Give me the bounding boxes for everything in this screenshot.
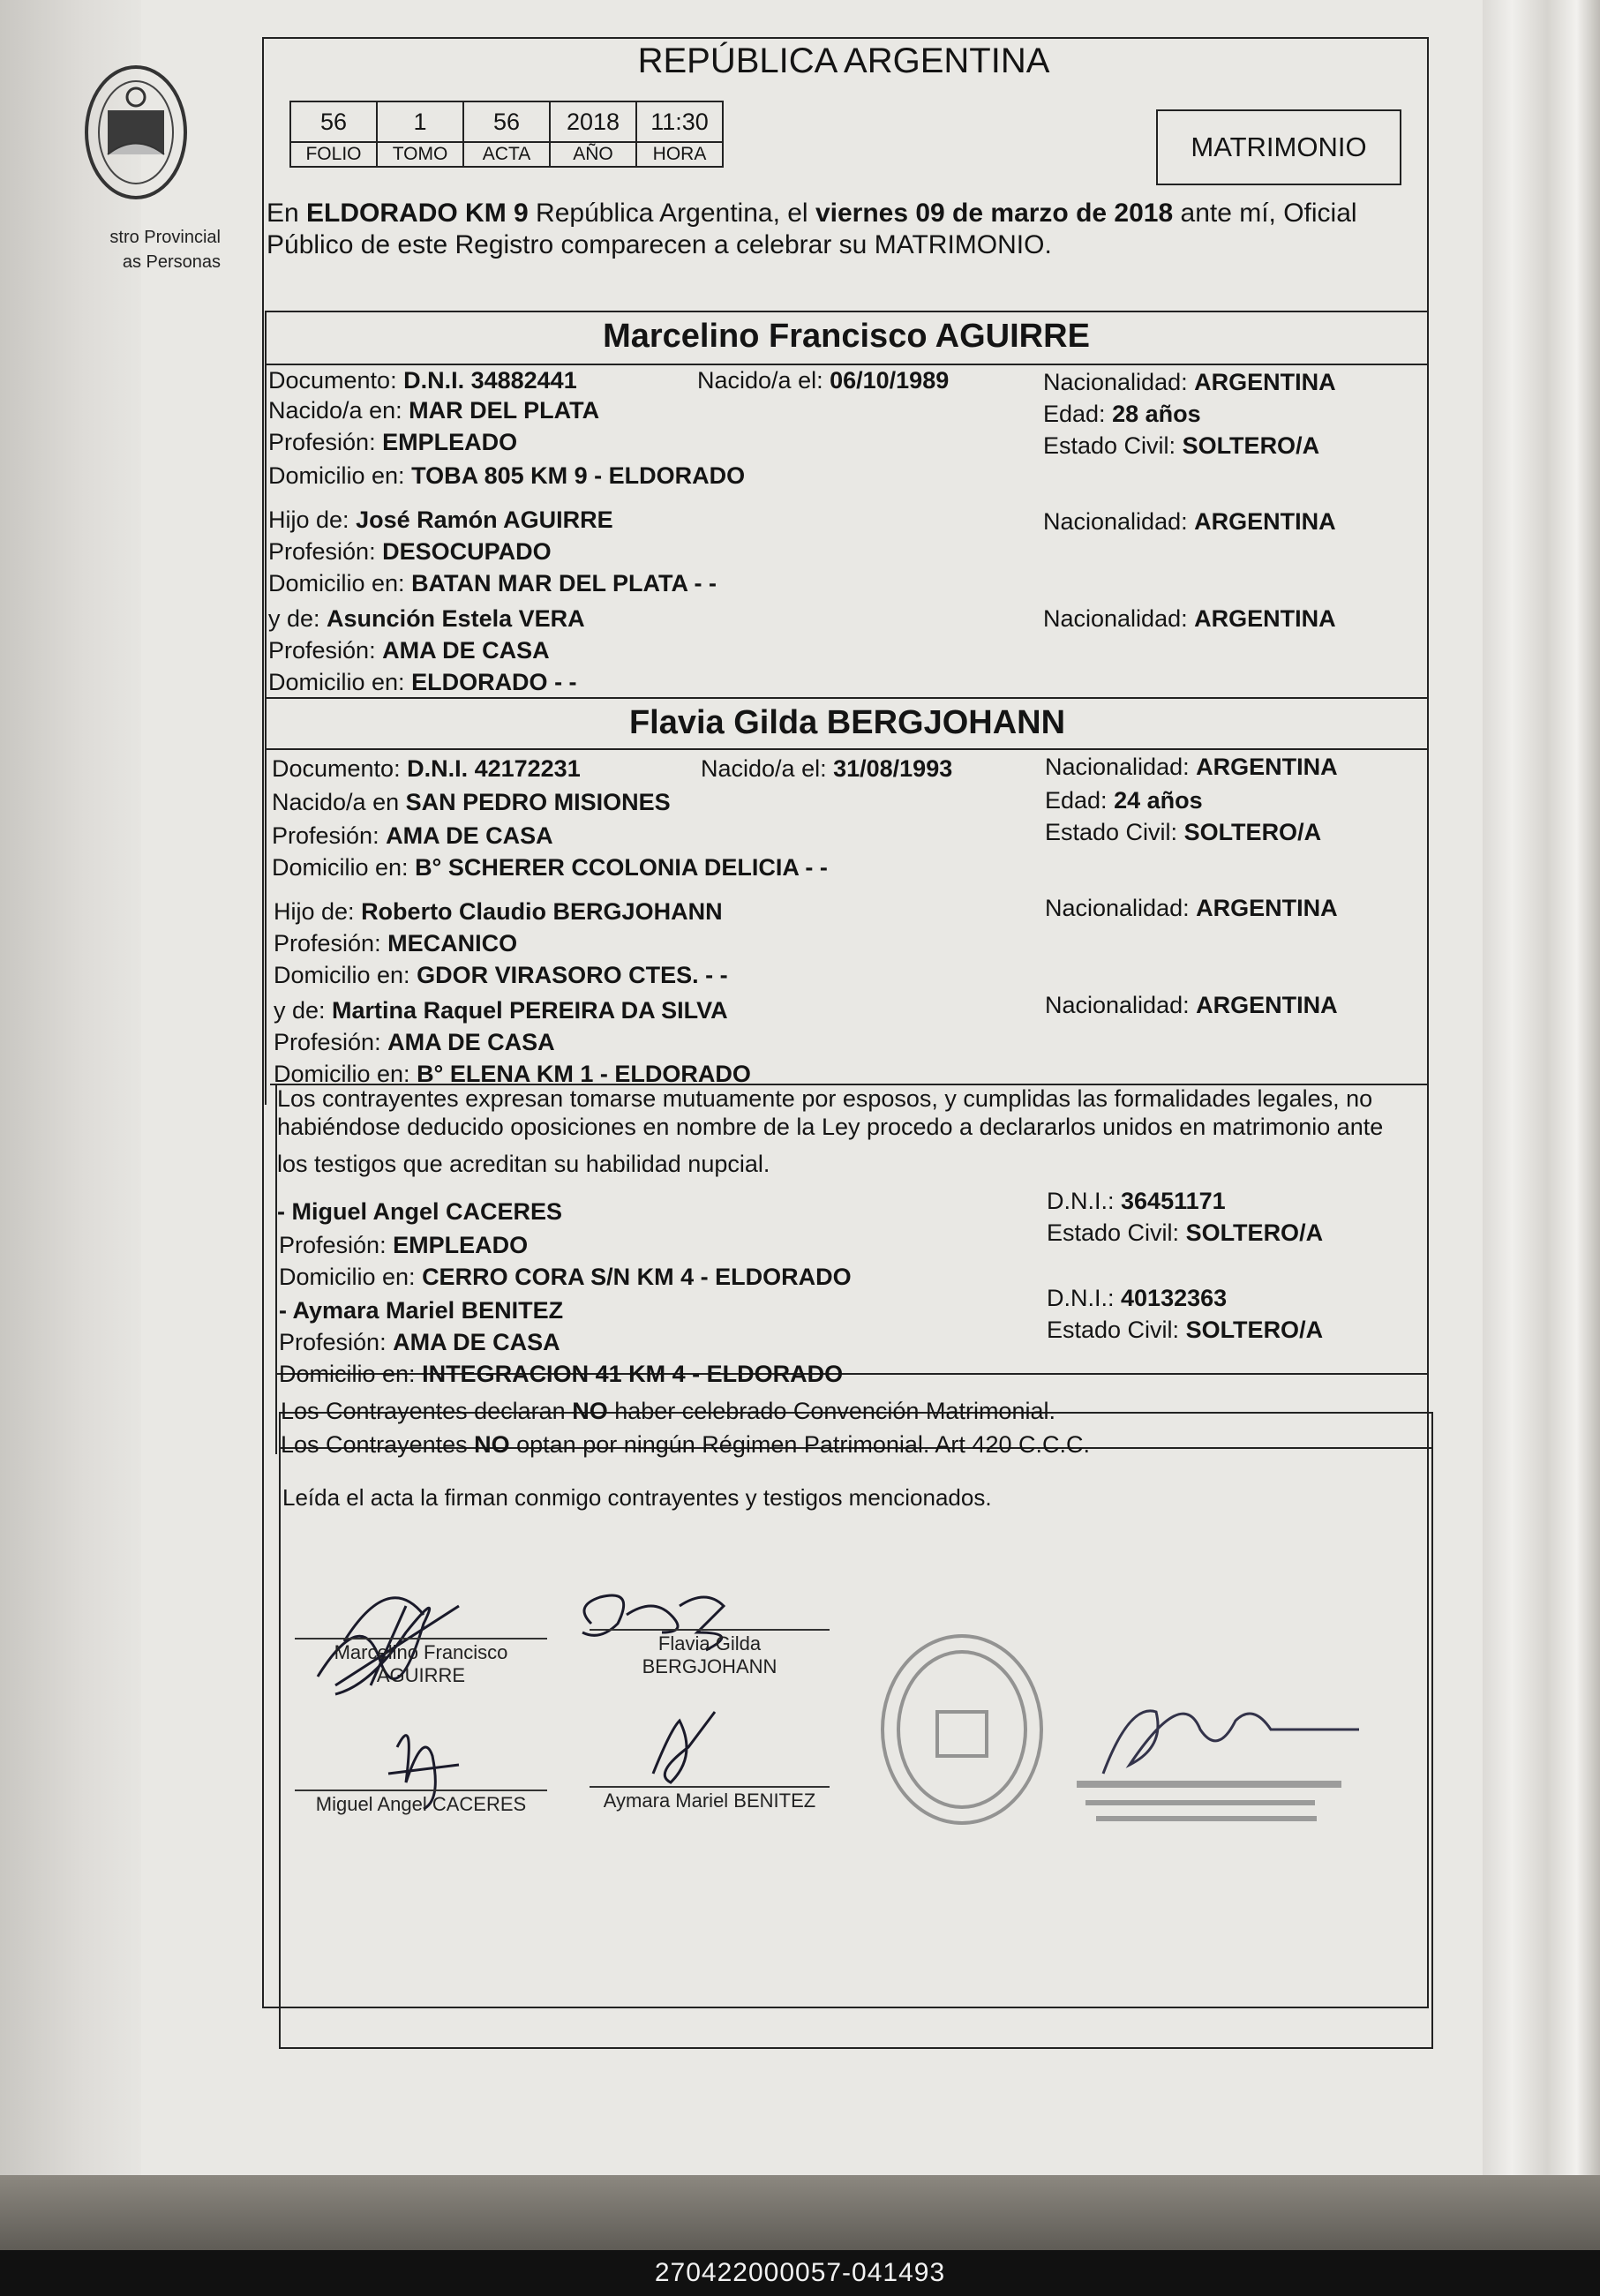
c2-documento: Documento: D.N.I. 42172231 bbox=[272, 755, 581, 782]
signature-caption-bergjohann: Flavia Gilda BERGJOHANN bbox=[642, 1632, 777, 1677]
divider bbox=[267, 748, 1428, 750]
signature-caption-aguirre: Marcelino Francisco AGUIRRE bbox=[334, 1641, 508, 1686]
testigo-1-domicilio: Domicilio en: CERRO CORA S/N KM 4 - ELDORADO bbox=[279, 1264, 852, 1290]
c2-madre: y de: Martina Raquel PEREIRA DA SILVA bbox=[274, 997, 728, 1024]
hora-value: 11:30 bbox=[636, 101, 723, 142]
c2-padre-domicilio: Domicilio en: GDOR VIRASORO CTES. - - bbox=[274, 962, 728, 988]
testigo-1-estado-civil: Estado Civil: SOLTERO/A bbox=[1047, 1219, 1324, 1246]
anio-label: AÑO bbox=[550, 142, 636, 167]
official-stamp-and-signature bbox=[865, 1632, 1394, 1827]
c1-madre-nacionalidad: Nacionalidad: ARGENTINA bbox=[1043, 605, 1336, 632]
testigo-1-profesion: Profesión: EMPLEADO bbox=[279, 1232, 529, 1258]
testigo-1-dni: D.N.I.: 36451171 bbox=[1047, 1188, 1226, 1214]
acta-value: 56 bbox=[463, 101, 550, 142]
c2-estado-civil: Estado Civil: SOLTERO/A bbox=[1045, 819, 1322, 845]
intro-line-2: Público de este Registro comparecen a celebrar su MATRIMONIO. bbox=[267, 230, 1052, 259]
left-page-edge bbox=[0, 0, 141, 2175]
declaracion-line-3: los testigos que acreditan su habilidad nupcial. bbox=[277, 1151, 770, 1177]
declaracion-line-1: Los contrayentes expresan tomarse mutuamente por esposos, y cumplidas las formalidades legales, no bbox=[277, 1085, 1373, 1112]
c1-madre-profesion: Profesión: AMA DE CASA bbox=[268, 637, 550, 664]
testigo-2-domicilio: Domicilio en: INTEGRACION 41 KM 4 - ELDORADO bbox=[279, 1361, 844, 1387]
provincial-seal-logo bbox=[81, 62, 187, 203]
c1-nacido-en: Nacido/a en: MAR DEL PLATA bbox=[268, 397, 600, 424]
c2-profesion: Profesión: AMA DE CASA bbox=[272, 822, 553, 849]
c2-domicilio: Domicilio en: B° SCHERER CCOLONIA DELICIA - - bbox=[272, 854, 828, 881]
c1-padre: Hijo de: José Ramón AGUIRRE bbox=[268, 506, 613, 533]
testigo-2-profesion: Profesión: AMA DE CASA bbox=[279, 1329, 560, 1355]
footer-document-id: 270422000057-041493 bbox=[0, 2250, 1600, 2296]
c1-padre-nacionalidad: Nacionalidad: ARGENTINA bbox=[1043, 508, 1336, 535]
seal-caption: stro Provincial as Personas bbox=[109, 228, 221, 272]
record-type-box: MATRIMONIO bbox=[1156, 109, 1401, 185]
c1-nacionalidad: Nacionalidad: ARGENTINA bbox=[1043, 369, 1336, 395]
c1-nacido-el: Nacido/a el: 06/10/1989 bbox=[697, 367, 950, 394]
signature-line bbox=[590, 1786, 830, 1788]
country-title: REPÚBLICA ARGENTINA bbox=[637, 41, 1050, 80]
contrayente-1-name: Marcelino Francisco AGUIRRE bbox=[603, 318, 1090, 355]
signature-line bbox=[295, 1638, 547, 1639]
testigo-1-name: - Miguel Angel CACERES bbox=[277, 1198, 563, 1225]
c2-padre-profesion: Profesión: MECANICO bbox=[274, 930, 518, 957]
signature-caption-benitez: Aymara Mariel BENITEZ bbox=[603, 1790, 816, 1812]
c2-edad: Edad: 24 años bbox=[1045, 787, 1203, 814]
declaracion-line-2: habiéndose deducido oposiciones en nombre de la Ley procedo a declararlos unidos en matrimonio ante bbox=[277, 1114, 1384, 1140]
testigo-2-dni: D.N.I.: 40132363 bbox=[1047, 1285, 1228, 1311]
tomo-value: 1 bbox=[377, 101, 463, 142]
c1-domicilio: Domicilio en: TOBA 805 KM 9 - ELDORADO bbox=[268, 462, 746, 489]
c2-padre: Hijo de: Roberto Claudio BERGJOHANN bbox=[274, 898, 723, 925]
c2-nacido-el: Nacido/a el: 31/08/1993 bbox=[701, 755, 953, 782]
intro-line-1: En ELDORADO KM 9 República Argentina, el viernes 09 de marzo de 2018 ante mí, Oficial bbox=[267, 199, 1357, 228]
c2-madre-nacionalidad: Nacionalidad: ARGENTINA bbox=[1045, 992, 1338, 1018]
c1-madre: y de: Asunción Estela VERA bbox=[268, 605, 585, 632]
c2-padre-nacionalidad: Nacionalidad: ARGENTINA bbox=[1045, 895, 1338, 921]
testigo-2-estado-civil: Estado Civil: SOLTERO/A bbox=[1047, 1317, 1324, 1343]
contrayente-2-name: Flavia Gilda BERGJOHANN bbox=[628, 704, 1066, 741]
c2-madre-domicilio: Domicilio en: B° ELENA KM 1 - ELDORADO bbox=[274, 1061, 751, 1087]
convencion-line: Los Contrayentes declaran NO haber celebrado Convención Matrimonial. bbox=[281, 1398, 1055, 1424]
anio-value: 2018 bbox=[550, 101, 636, 142]
signature-line bbox=[590, 1629, 830, 1631]
c1-profesion: Profesión: EMPLEADO bbox=[268, 429, 518, 455]
c2-nacido-en: Nacido/a en SAN PEDRO MISIONES bbox=[272, 789, 671, 815]
testigo-2-name: - Aymara Mariel BENITEZ bbox=[279, 1297, 564, 1324]
c1-padre-domicilio: Domicilio en: BATAN MAR DEL PLATA - - bbox=[268, 570, 717, 597]
signature-benitez bbox=[653, 1712, 715, 1782]
leida-line: Leída el acta la firman conmigo contrayentes y testigos mencionados. bbox=[282, 1484, 992, 1511]
c1-edad: Edad: 28 años bbox=[1043, 401, 1201, 427]
c1-estado-civil: Estado Civil: SOLTERO/A bbox=[1043, 432, 1320, 459]
signature-line bbox=[295, 1790, 547, 1791]
tomo-label: TOMO bbox=[377, 142, 463, 167]
c2-madre-profesion: Profesión: AMA DE CASA bbox=[274, 1029, 555, 1055]
acta-label: ACTA bbox=[463, 142, 550, 167]
c1-padre-profesion: Profesión: DESOCUPADO bbox=[268, 538, 552, 565]
c1-documento: Documento: D.N.I. 34882441 bbox=[268, 367, 577, 394]
folio-label: FOLIO bbox=[290, 142, 377, 167]
signature-caption-caceres: Miguel Angel CACERES bbox=[315, 1793, 527, 1815]
hora-label: HORA bbox=[636, 142, 723, 167]
c2-nacionalidad: Nacionalidad: ARGENTINA bbox=[1045, 754, 1338, 780]
divider bbox=[265, 311, 1428, 312]
regimen-line: Los Contrayentes NO optan por ningún Régimen Patrimonial. Art 420 C.C.C. bbox=[281, 1431, 1090, 1458]
right-page-edges bbox=[1483, 0, 1600, 2175]
folio-value: 56 bbox=[290, 101, 377, 142]
book-bottom-edge bbox=[0, 2175, 1600, 2250]
c1-madre-domicilio: Domicilio en: ELDORADO - - bbox=[268, 669, 577, 695]
divider bbox=[267, 697, 1428, 699]
record-header-table bbox=[289, 101, 724, 168]
